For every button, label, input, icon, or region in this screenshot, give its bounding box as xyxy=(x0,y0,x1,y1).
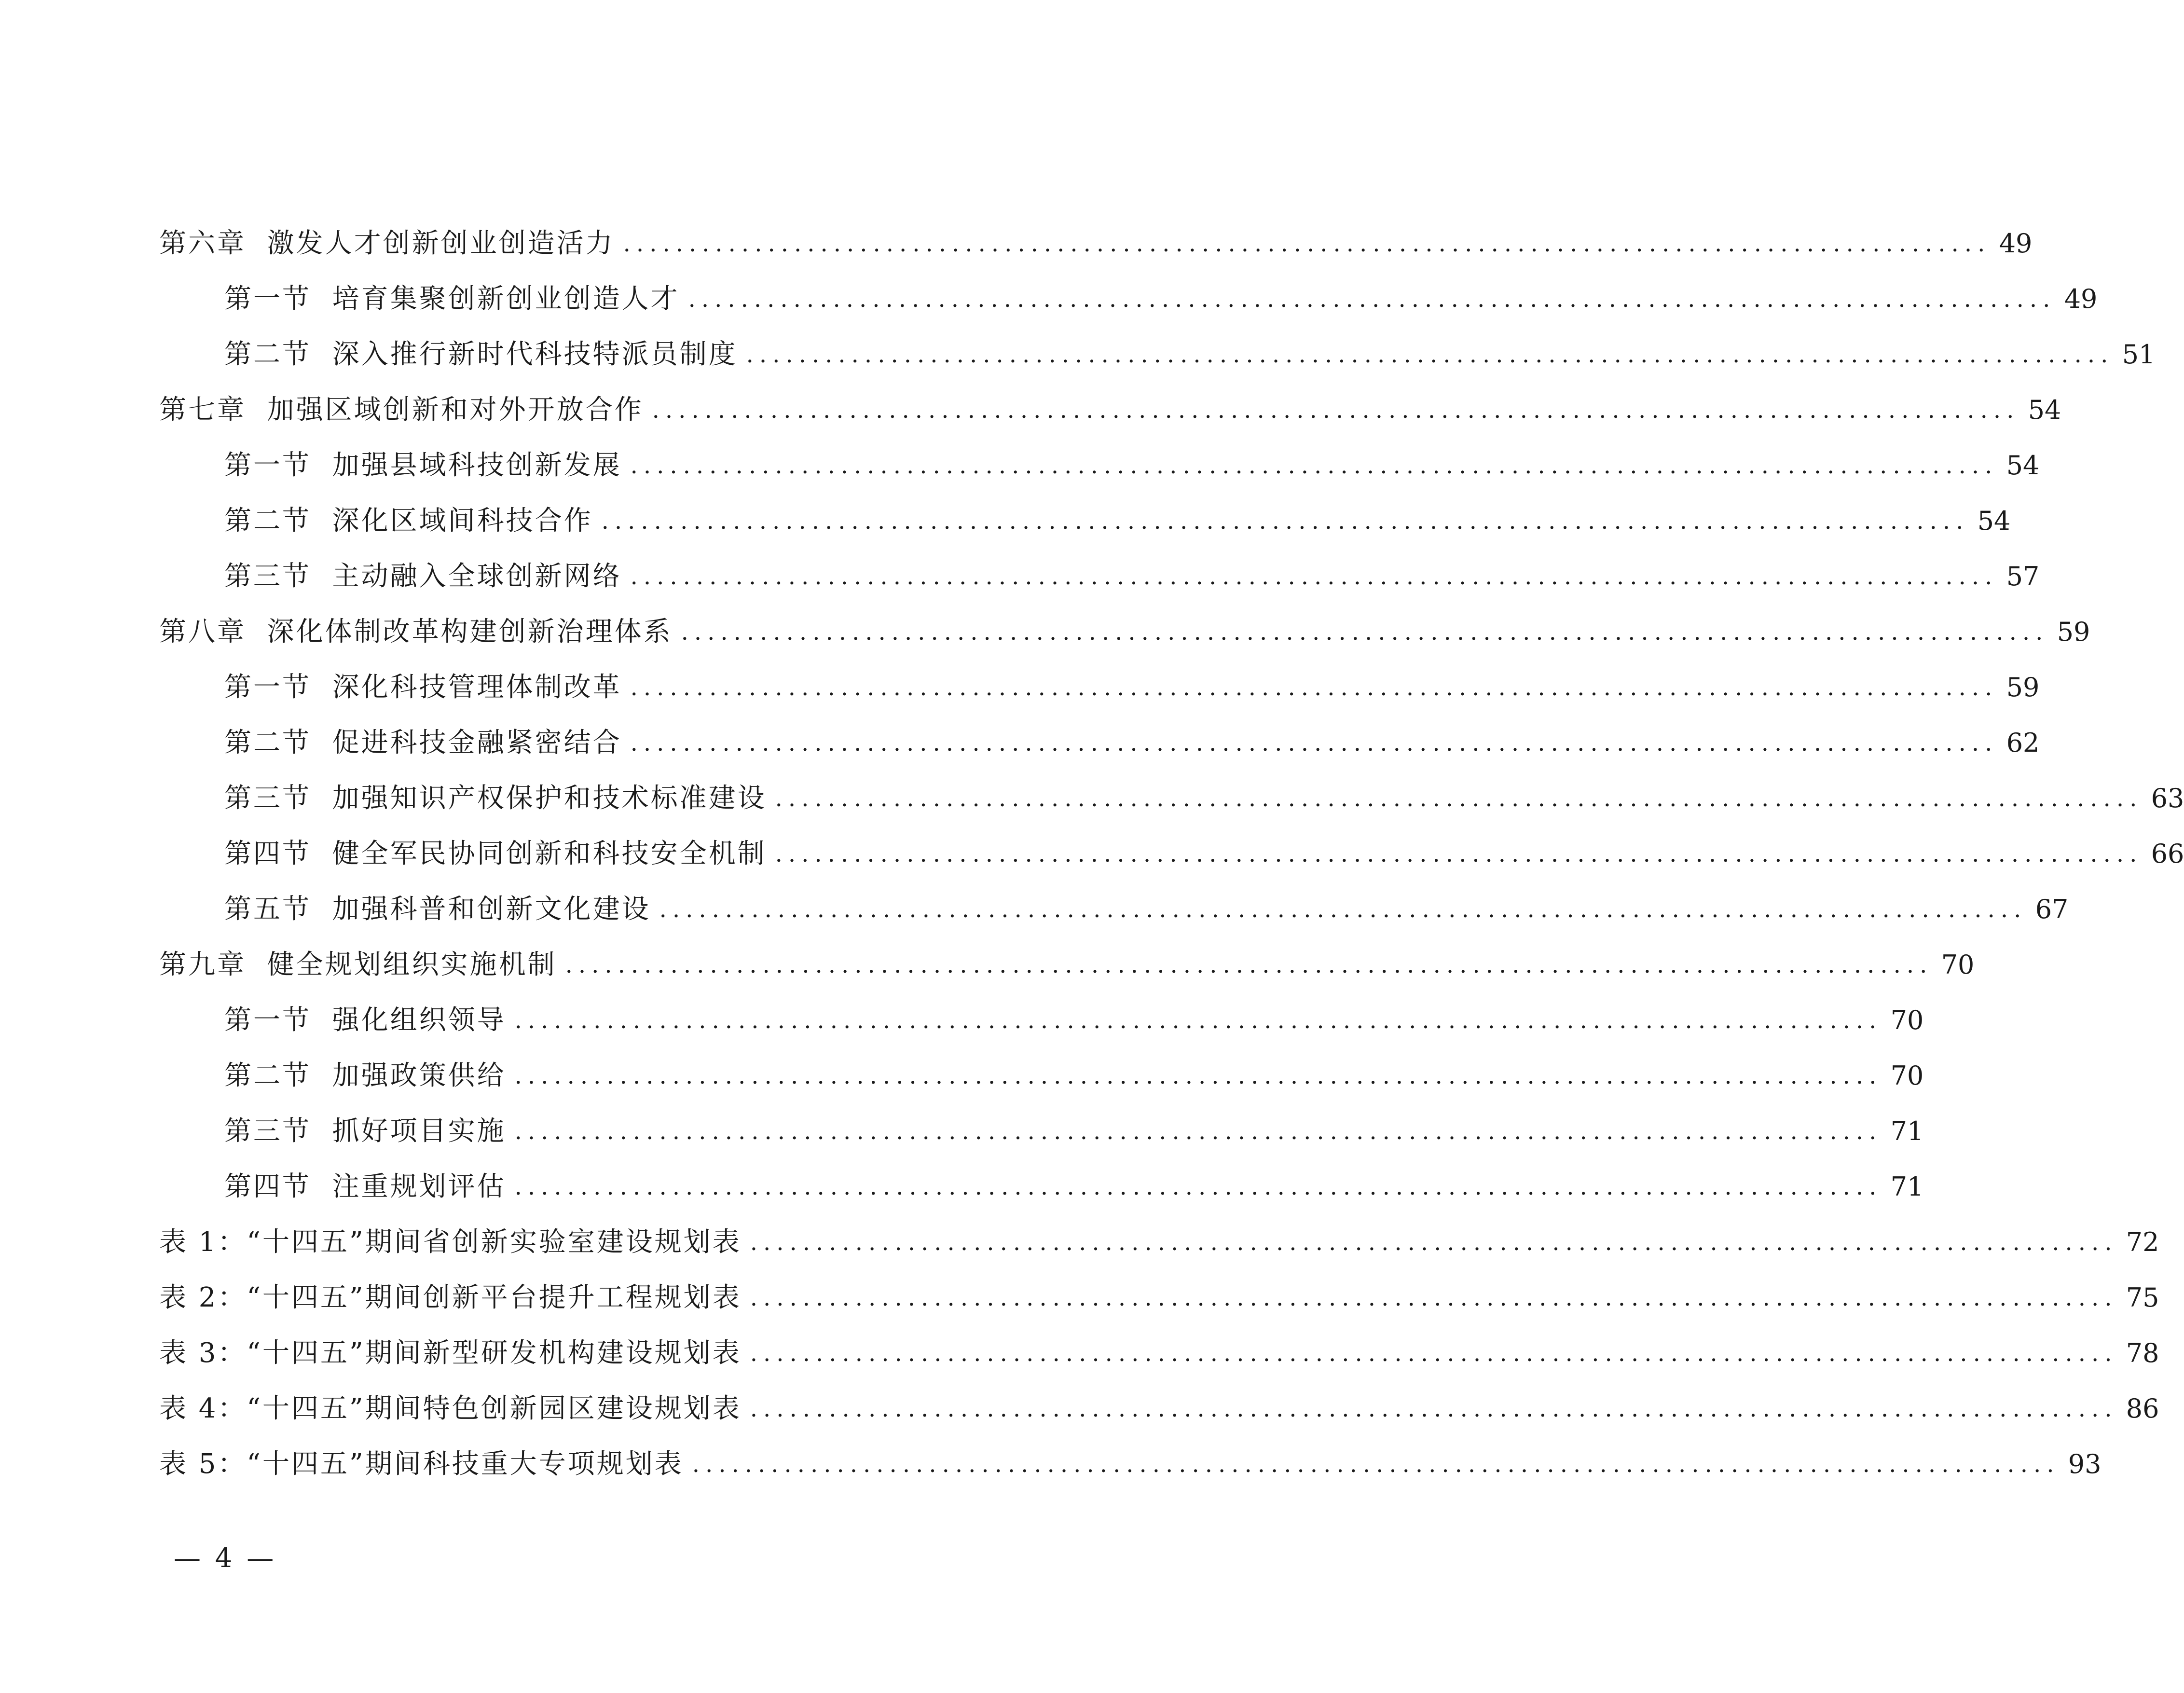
dot-leader: ........................................................................................................ xyxy=(750,1284,2118,1311)
toc-title: 表 5：“十四五”期间科技重大专项规划表 xyxy=(159,1448,684,1480)
dot-leader: ........................................................................................................ xyxy=(746,341,2114,368)
toc-entry[interactable] xyxy=(0,1110,1924,1153)
dot-leader: ........................................................................................................ xyxy=(775,785,2143,812)
toc-entry[interactable] xyxy=(0,333,2156,376)
dot-leader: ........................................................................................................ xyxy=(514,1173,1882,1200)
toc-title: 第二节 加强政策供给 xyxy=(224,1060,506,1091)
toc-page-number: 57 xyxy=(2006,561,2040,592)
toc-entry[interactable] xyxy=(0,444,2040,487)
toc-page-number: 70 xyxy=(1890,1005,1924,1035)
toc-entry[interactable] xyxy=(0,777,2184,820)
dot-leader: ........................................................................................................ xyxy=(601,508,1969,535)
toc-page-number: 59 xyxy=(2057,617,2090,647)
toc-title: 第五节 加强科普和创新文化建设 xyxy=(224,894,651,925)
toc-page-number: 78 xyxy=(2126,1338,2159,1368)
toc-title: 第一节 培育集聚创新创业创造人才 xyxy=(224,283,680,315)
dot-leader: ........................................................................................................ xyxy=(688,286,2056,313)
toc-entry[interactable] xyxy=(0,388,2061,432)
toc-title: 第二节 深入推行新时代科技特派员制度 xyxy=(224,339,738,370)
toc-page-number: 51 xyxy=(2122,339,2156,370)
toc-entry[interactable] xyxy=(0,277,2098,321)
toc-entry[interactable] xyxy=(0,499,2011,543)
toc-entry[interactable] xyxy=(0,888,2069,931)
toc-title: 第三节 抓好项目实施 xyxy=(224,1115,506,1147)
toc-page-number: 70 xyxy=(1890,1060,1924,1091)
toc-title: 第七章 加强区域创新和对外开放合作 xyxy=(159,394,644,426)
toc-entry[interactable] xyxy=(0,555,2040,598)
dot-leader: ........................................................................................................ xyxy=(514,1062,1882,1089)
dot-leader: ........................................................................................................ xyxy=(514,1118,1882,1145)
toc-page-number: 75 xyxy=(2126,1282,2159,1313)
toc-page-number: 54 xyxy=(2006,450,2040,481)
toc-title: 第四节 注重规划评估 xyxy=(224,1171,506,1202)
toc-entry[interactable] xyxy=(0,666,2040,709)
toc-page-number: 54 xyxy=(2028,395,2061,425)
toc-title: 第八章 深化体制改革构建创新治理体系 xyxy=(159,616,673,647)
toc-page-number: 54 xyxy=(1977,506,2011,536)
dot-leader: ........................................................................................................ xyxy=(775,840,2143,867)
toc-entry[interactable] xyxy=(0,1165,1924,1209)
dot-leader: ........................................................................................................ xyxy=(514,1007,1882,1034)
dot-leader: ........................................................................................................ xyxy=(652,397,2020,424)
toc-page-number: 72 xyxy=(2126,1227,2159,1257)
dot-leader: ........................................................................................................ xyxy=(565,951,1933,978)
toc-page-number: 66 xyxy=(2151,839,2184,869)
toc-entry[interactable] xyxy=(0,1276,2159,1320)
dot-leader: ........................................................................................................ xyxy=(659,896,2027,923)
toc-entry[interactable] xyxy=(0,1221,2159,1264)
toc-entry[interactable] xyxy=(0,721,2040,765)
toc-page-number: 86 xyxy=(2126,1393,2159,1424)
toc-title: 第四节 健全军民协同创新和科技安全机制 xyxy=(224,838,767,869)
dot-leader: ........................................................................................................ xyxy=(630,452,1998,479)
toc-entry[interactable] xyxy=(0,943,1975,987)
toc-entry[interactable] xyxy=(0,610,2090,654)
toc-title: 第九章 健全规划组织实施机制 xyxy=(159,949,557,980)
toc-entry[interactable] xyxy=(0,832,2184,876)
page-number-footer: — 4 — xyxy=(174,1542,277,1574)
toc-entry[interactable] xyxy=(0,1054,1924,1098)
toc-title: 表 2：“十四五”期间创新平台提升工程规划表 xyxy=(159,1282,742,1313)
toc-entry[interactable] xyxy=(0,999,1924,1042)
toc-page-number: 59 xyxy=(2006,672,2040,702)
dot-leader: ........................................................................................................ xyxy=(750,1340,2118,1367)
toc-title: 第六章 激发人才创新创业创造活力 xyxy=(159,228,615,259)
toc-title: 第一节 深化科技管理体制改革 xyxy=(224,672,622,703)
toc-page-number: 71 xyxy=(1890,1171,1924,1202)
toc-page-number: 67 xyxy=(2035,894,2069,924)
toc-entry[interactable] xyxy=(0,1443,2102,1486)
dot-leader: ........................................................................................................ xyxy=(692,1451,2060,1478)
dot-leader: ........................................................................................................ xyxy=(630,730,1998,757)
toc-title: 第三节 加强知识产权保护和技术标准建设 xyxy=(224,783,767,814)
toc-page-number: 49 xyxy=(2064,284,2098,314)
dot-leader: ........................................................................................................ xyxy=(750,1229,2118,1256)
toc-page-number: 71 xyxy=(1890,1116,1924,1146)
dot-leader: ........................................................................................................ xyxy=(623,230,1991,257)
dot-leader: ........................................................................................................ xyxy=(630,563,1998,590)
toc-page-number: 63 xyxy=(2151,783,2184,813)
toc-page-number: 49 xyxy=(1999,228,2033,259)
toc-title: 表 4：“十四五”期间特色创新园区建设规划表 xyxy=(159,1393,742,1424)
toc-title: 第一节 强化组织领导 xyxy=(224,1005,506,1036)
toc-title: 表 1：“十四五”期间省创新实验室建设规划表 xyxy=(159,1226,742,1258)
toc-entry[interactable] xyxy=(0,222,2033,265)
dot-leader: ........................................................................................................ xyxy=(750,1395,2118,1422)
toc-title: 第二节 促进科技金融紧密结合 xyxy=(224,727,622,758)
toc-title: 第三节 主动融入全球创新网络 xyxy=(224,561,622,592)
dot-leader: ........................................................................................................ xyxy=(630,674,1998,701)
toc-page-number: 70 xyxy=(1941,950,1975,980)
dot-leader: ........................................................................................................ xyxy=(681,619,2049,646)
toc-title: 第二节 深化区域间科技合作 xyxy=(224,505,593,537)
toc-title: 表 3：“十四五”期间新型研发机构建设规划表 xyxy=(159,1337,742,1369)
toc-page-number: 93 xyxy=(2068,1449,2102,1479)
toc-entry[interactable] xyxy=(0,1387,2159,1431)
toc-entry[interactable] xyxy=(0,1332,2159,1375)
toc-page-number: 62 xyxy=(2006,728,2040,758)
toc-title: 第一节 加强县域科技创新发展 xyxy=(224,450,622,481)
